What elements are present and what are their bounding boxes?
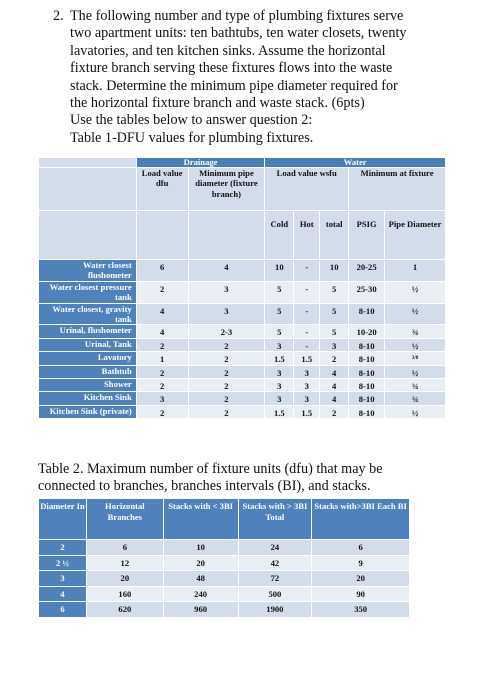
psig-header: PSIG — [349, 211, 385, 260]
total-cell: 4 — [320, 392, 349, 405]
cold-cell: 10 — [265, 260, 294, 282]
psig-cell: 8-10 — [349, 352, 385, 365]
min-fixture-header: Minimum at fixture — [349, 168, 446, 211]
hot-cell: - — [294, 338, 320, 351]
pipe-cell: 1 — [385, 260, 446, 282]
psig-cell: 8-10 — [349, 303, 385, 325]
question-line: the horizontal fixture branch and waste stack. (6pts) — [70, 94, 365, 111]
fixture-name-cell: Water closest pressure tank — [39, 281, 137, 303]
table2-caption — [38, 461, 458, 496]
fixture-name-cell: Urinal, Tank — [39, 338, 137, 351]
cold-cell: 3 — [265, 338, 294, 351]
total-cell: 5 — [320, 325, 349, 338]
load-value-header: Load value dfu — [136, 168, 188, 211]
stacks-lt-cell: 960 — [163, 602, 238, 618]
table-row — [39, 325, 446, 338]
table-row — [39, 571, 410, 587]
psig-cell: 25-30 — [349, 281, 385, 303]
fixture-name-cell: Water closest flushometer — [39, 260, 137, 282]
dfu-cell: 2 — [136, 281, 188, 303]
hot-cell: 3 — [294, 392, 320, 405]
table-row — [39, 303, 446, 325]
table-row — [39, 379, 446, 392]
pipe-cell: ¾ — [385, 392, 446, 405]
pipe-diameter-header: Pipe Diameter — [385, 211, 446, 260]
hot-cell: - — [294, 281, 320, 303]
cold-cell: 1.5 — [265, 405, 294, 418]
water-group-header: Water — [265, 158, 446, 168]
stacks-lt-cell: 48 — [163, 571, 238, 587]
fixture-name-cell: Kitchen Sink — [39, 392, 137, 405]
pipe-cell: 3/8 — [385, 352, 446, 365]
cold-cell: 1.5 — [265, 352, 294, 365]
load-wsfu-header: Load value wsfu — [265, 168, 349, 211]
total-cell: 4 — [320, 365, 349, 378]
stacks-gt-total-cell: 500 — [238, 586, 312, 602]
question-line: lavatories, and ten kitchen sinks. Assume the horizontal — [70, 42, 386, 59]
table-row — [39, 405, 446, 418]
total-cell: 5 — [320, 303, 349, 325]
dfu-cell: 3 — [136, 392, 188, 405]
psig-cell: 8-10 — [349, 379, 385, 392]
total-header: total — [320, 211, 349, 260]
cold-cell: 5 — [265, 325, 294, 338]
stacks-gt-each-cell: 6 — [312, 540, 410, 556]
total-cell: 5 — [320, 281, 349, 303]
table2-header-row — [39, 499, 410, 540]
dfu-cell: 6 — [136, 260, 188, 282]
caption-line: Table 2. Maximum number of fixture units (dfu) that may be — [38, 461, 383, 477]
min-pipe-cell: 2 — [188, 352, 265, 365]
question-text — [70, 8, 466, 147]
min-pipe-cell: 3 — [188, 303, 265, 325]
table1-header-row — [39, 168, 446, 211]
table1-subheader-row — [39, 211, 446, 260]
diameter-cell: 2 — [39, 540, 87, 556]
fixture-name-cell: Urinal, flushometer — [39, 325, 137, 338]
question-line: fixture branch serving these fixtures flows into the waste — [70, 60, 393, 77]
stacks-gt-total-cell: 1900 — [238, 602, 312, 618]
horizontal-cell: 6 — [86, 540, 163, 556]
diameter-header: Diameter In — [39, 499, 87, 540]
caption-line: connected to branches, branches intervals (BI), and stacks. — [38, 478, 371, 495]
pipe-cell: ¾ — [385, 325, 446, 338]
cold-cell: 3 — [265, 379, 294, 392]
table1-group-header-row — [39, 158, 446, 168]
cold-cell: 5 — [265, 281, 294, 303]
hot-cell: 1.5 — [294, 405, 320, 418]
total-cell: 2 — [320, 405, 349, 418]
table-row — [39, 555, 410, 571]
drainage-group-header: Drainage — [136, 158, 265, 168]
stacks-lt-cell: 20 — [163, 555, 238, 571]
horizontal-cell: 620 — [86, 602, 163, 618]
stacks-gt-each-cell: 90 — [312, 586, 410, 602]
min-pipe-cell: 2 — [188, 392, 265, 405]
fixture-name-cell: Bathtub — [39, 365, 137, 378]
dfu-cell: 2 — [136, 379, 188, 392]
question-line: two apartment units: ten bathtubs, ten water closets, twenty — [70, 25, 407, 42]
min-pipe-cell: 2-3 — [188, 325, 265, 338]
fixture-name-cell: Kitchen Sink (private) — [39, 405, 137, 418]
table-row — [39, 260, 446, 282]
pipe-cell: ½ — [385, 303, 446, 325]
hot-cell: - — [294, 303, 320, 325]
min-pipe-cell: 2 — [188, 365, 265, 378]
table-row — [39, 540, 410, 556]
horizontal-cell: 160 — [86, 586, 163, 602]
dfu-cell: 4 — [136, 325, 188, 338]
stacks-gt-each-cell: 350 — [312, 602, 410, 618]
table-row — [39, 392, 446, 405]
instruction-line: Use the tables below to answer question 2: — [70, 112, 313, 129]
psig-cell: 8-10 — [349, 365, 385, 378]
stacks-gt-each-header: Stacks with>3BI Each BI — [312, 499, 410, 540]
total-cell: 2 — [320, 352, 349, 365]
diameter-cell: 4 — [39, 586, 87, 602]
stacks-lt-header: Stacks with < 3BI — [163, 499, 238, 540]
question-line: The following number and type of plumbing fixtures serve — [70, 8, 404, 24]
pipe-cell: ½ — [385, 281, 446, 303]
pipe-cell: ½ — [385, 365, 446, 378]
psig-cell: 8-10 — [349, 338, 385, 351]
dfu-values-table — [38, 157, 446, 419]
stacks-gt-each-cell: 20 — [312, 571, 410, 587]
horizontal-branches-header: Horizontal Branches — [86, 499, 163, 540]
diameter-cell: 2 ½ — [39, 555, 87, 571]
table-row — [39, 338, 446, 351]
psig-cell: 20-25 — [349, 260, 385, 282]
table-row — [39, 281, 446, 303]
horizontal-cell: 12 — [86, 555, 163, 571]
fixture-name-cell: Lavatory — [39, 352, 137, 365]
stacks-gt-total-header: Stacks with > 3BI Total — [238, 499, 312, 540]
min-pipe-cell: 2 — [188, 338, 265, 351]
dfu-cell: 2 — [136, 365, 188, 378]
hot-cell: 3 — [294, 379, 320, 392]
min-pipe-cell: 2 — [188, 405, 265, 418]
total-cell: 10 — [320, 260, 349, 282]
min-pipe-cell: 2 — [188, 379, 265, 392]
pipe-cell: ½ — [385, 338, 446, 351]
stacks-gt-total-cell: 24 — [238, 540, 312, 556]
diameter-cell: 3 — [39, 571, 87, 587]
pipe-cell: ½ — [385, 405, 446, 418]
fixture-name-cell: Shower — [39, 379, 137, 392]
question-number: 2. — [53, 8, 64, 24]
dfu-cell: 4 — [136, 303, 188, 325]
dfu-cell: 1 — [136, 352, 188, 365]
table-row — [39, 602, 410, 618]
question-line: stack. Determine the minimum pipe diameter required for — [70, 77, 398, 94]
cold-cell: 3 — [265, 365, 294, 378]
hot-cell: - — [294, 260, 320, 282]
hot-cell: 1.5 — [294, 352, 320, 365]
table-row — [39, 365, 446, 378]
diameter-cell: 6 — [39, 602, 87, 618]
dfu-cell: 2 — [136, 405, 188, 418]
stacks-lt-cell: 240 — [163, 586, 238, 602]
fixture-units-table — [38, 498, 410, 618]
pipe-cell: ¾ — [385, 379, 446, 392]
cold-header: Cold — [265, 211, 294, 260]
table-row — [39, 352, 446, 365]
stacks-gt-each-cell: 9 — [312, 555, 410, 571]
psig-cell: 8-10 — [349, 405, 385, 418]
stacks-gt-total-cell: 42 — [238, 555, 312, 571]
total-cell: 4 — [320, 379, 349, 392]
psig-cell: 8-10 — [349, 392, 385, 405]
min-pipe-cell: 4 — [188, 260, 265, 282]
horizontal-cell: 20 — [86, 571, 163, 587]
cold-cell: 5 — [265, 303, 294, 325]
stacks-gt-total-cell: 72 — [238, 571, 312, 587]
psig-cell: 10-20 — [349, 325, 385, 338]
cold-cell: 3 — [265, 392, 294, 405]
min-pipe-cell: 3 — [188, 281, 265, 303]
stacks-lt-cell: 10 — [163, 540, 238, 556]
min-pipe-header: Minimum pipe diameter (fixture branch) — [188, 168, 265, 211]
table1-title: Table 1-DFU values for plumbing fixtures. — [70, 129, 314, 146]
hot-cell: 3 — [294, 365, 320, 378]
dfu-cell: 2 — [136, 338, 188, 351]
hot-cell: - — [294, 325, 320, 338]
hot-header: Hot — [294, 211, 320, 260]
table-row — [39, 586, 410, 602]
fixture-name-cell: Water closest, gravity tank — [39, 303, 137, 325]
total-cell: 3 — [320, 338, 349, 351]
